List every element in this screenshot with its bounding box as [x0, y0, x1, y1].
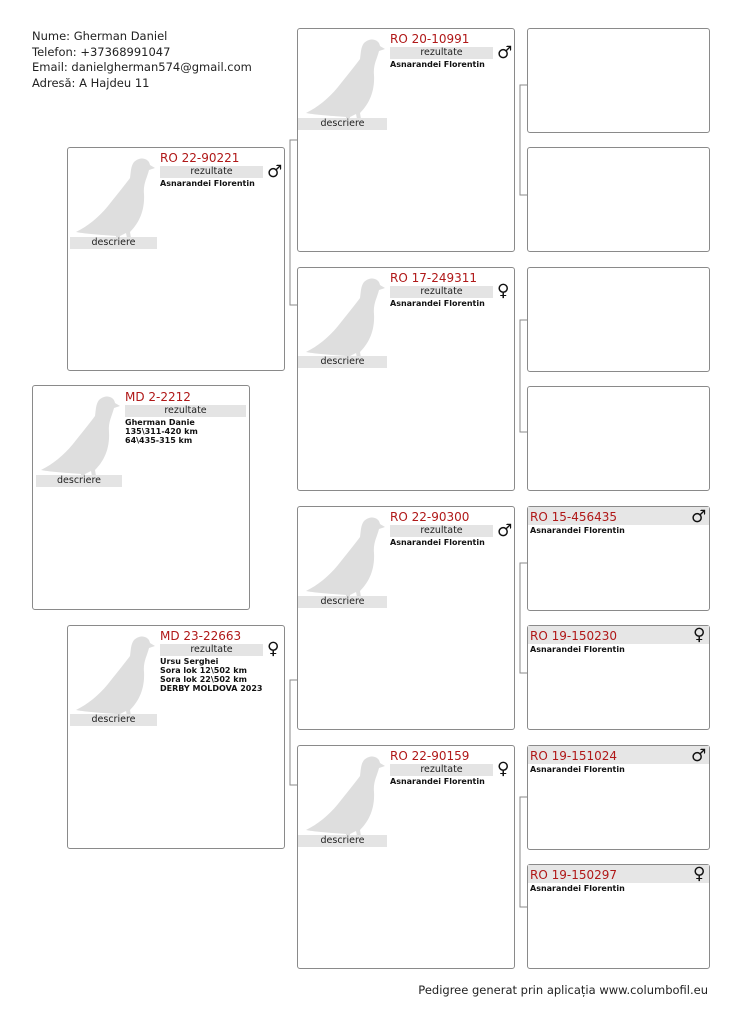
- results-label[interactable]: rezultate: [390, 525, 493, 537]
- pigeon-silhouette-icon: [39, 390, 121, 478]
- pigeon-card-dam-sire-sire[interactable]: [527, 506, 710, 611]
- description-label[interactable]: descriere: [298, 835, 387, 847]
- connector-dam-sire: [520, 563, 527, 673]
- male-icon: ♂: [267, 162, 283, 182]
- ring-number: RO 19-150297: [530, 868, 618, 882]
- connector-sire-dam: [520, 320, 527, 432]
- ring-number: RO 20-10991: [390, 32, 470, 46]
- pigeon-notes: Asnarandei Florentin: [390, 538, 485, 547]
- owner-name: Nume: Gherman Daniel: [32, 29, 168, 43]
- female-icon: ♀: [693, 864, 706, 884]
- ring-number: RO 19-151024: [530, 749, 618, 763]
- pigeon-silhouette-icon: [304, 272, 386, 360]
- owner-address: Adresă: A Hajdeu 11: [32, 75, 150, 90]
- pigeon-silhouette-icon: [74, 152, 156, 240]
- male-icon: ♂: [497, 521, 513, 541]
- pigeon-notes: Asnarandei Florentin: [530, 645, 625, 654]
- pigeon-card-sire-sire-sire-empty[interactable]: [527, 28, 710, 133]
- connector-dam: [290, 680, 297, 785]
- ring-number: MD 2-2212: [125, 390, 191, 404]
- description-label[interactable]: descriere: [298, 356, 387, 368]
- pigeon-notes: Asnarandei Florentin: [390, 60, 485, 69]
- ring-number: MD 23-22663: [160, 629, 242, 643]
- pigeon-card-dam-sire-dam[interactable]: [527, 625, 710, 730]
- description-label[interactable]: descriere: [36, 475, 122, 487]
- pigeon-card-sire-dam[interactable]: [297, 267, 515, 491]
- pigeon-notes: Asnarandei Florentin: [530, 884, 625, 893]
- description-label[interactable]: descriere: [298, 118, 387, 130]
- connector-dam-dam: [520, 797, 527, 907]
- ring-number: RO 17-249311: [390, 271, 478, 285]
- pigeon-card-subject[interactable]: [32, 385, 250, 610]
- pigeon-silhouette-icon: [304, 33, 386, 121]
- pigeon-card-sire-sire[interactable]: [297, 28, 515, 252]
- connector-sire: [290, 140, 297, 305]
- description-label[interactable]: descriere: [298, 596, 387, 608]
- pigeon-card-dam-dam[interactable]: [297, 745, 515, 969]
- results-label[interactable]: rezultate: [390, 47, 493, 59]
- ring-number: RO 22-90159: [390, 749, 470, 763]
- pigeon-card-dam-dam-dam[interactable]: [527, 864, 710, 969]
- pigeon-notes: Ursu Serghei Sora lok 12\502 km Sora lok 22\502 km DERBY MOLDOVA 2023: [160, 657, 263, 693]
- results-label[interactable]: rezultate: [160, 644, 263, 656]
- pigeon-card-dam-sire[interactable]: [297, 506, 515, 730]
- owner-email: Email: danielgherman574@gmail.com: [32, 60, 252, 74]
- pigeon-card-sire-dam-sire-empty[interactable]: [527, 267, 710, 372]
- connector-sire-sire: [520, 85, 527, 195]
- male-icon: ♂: [497, 43, 513, 63]
- pigeon-notes: Asnarandei Florentin: [390, 777, 485, 786]
- owner-phone: Telefon: +37368991047: [32, 44, 171, 59]
- pigeon-notes: Asnarandei Florentin: [530, 765, 625, 774]
- pigeon-card-dam-dam-sire[interactable]: [527, 745, 710, 850]
- pigeon-notes: Gherman Danie 135\311-420 km 64\435-315 km: [125, 418, 198, 445]
- pigeon-notes: Asnarandei Florentin: [160, 179, 255, 188]
- results-label[interactable]: rezultate: [390, 764, 493, 776]
- results-label[interactable]: rezultate: [160, 166, 263, 178]
- pigeon-silhouette-icon: [74, 630, 156, 718]
- female-icon: ♀: [267, 639, 280, 659]
- female-icon: ♀: [693, 625, 706, 645]
- description-label[interactable]: descriere: [70, 714, 157, 726]
- pigeon-card-dam[interactable]: [67, 625, 285, 849]
- footer-credit: Pedigree generat prin aplicația www.columbofil.eu: [418, 983, 708, 997]
- ring-number: RO 15-456435: [530, 510, 618, 524]
- male-icon: ♂: [691, 507, 707, 527]
- pigeon-silhouette-icon: [304, 750, 386, 838]
- ring-number: RO 19-150230: [530, 629, 618, 643]
- pigeon-card-sire-sire-dam-empty[interactable]: [527, 147, 710, 252]
- female-icon: ♀: [497, 759, 510, 779]
- ring-number: RO 22-90300: [390, 510, 470, 524]
- pigeon-notes: Asnarandei Florentin: [390, 299, 485, 308]
- pigeon-card-sire-dam-dam-empty[interactable]: [527, 386, 710, 491]
- male-icon: ♂: [691, 746, 707, 766]
- pigeon-card-sire[interactable]: [67, 147, 285, 371]
- results-label[interactable]: rezultate: [125, 405, 246, 417]
- results-label[interactable]: rezultate: [390, 286, 493, 298]
- pigeon-notes: Asnarandei Florentin: [530, 526, 625, 535]
- female-icon: ♀: [497, 281, 510, 301]
- description-label[interactable]: descriere: [70, 237, 157, 249]
- pigeon-silhouette-icon: [304, 511, 386, 599]
- ring-number: RO 22-90221: [160, 151, 240, 165]
